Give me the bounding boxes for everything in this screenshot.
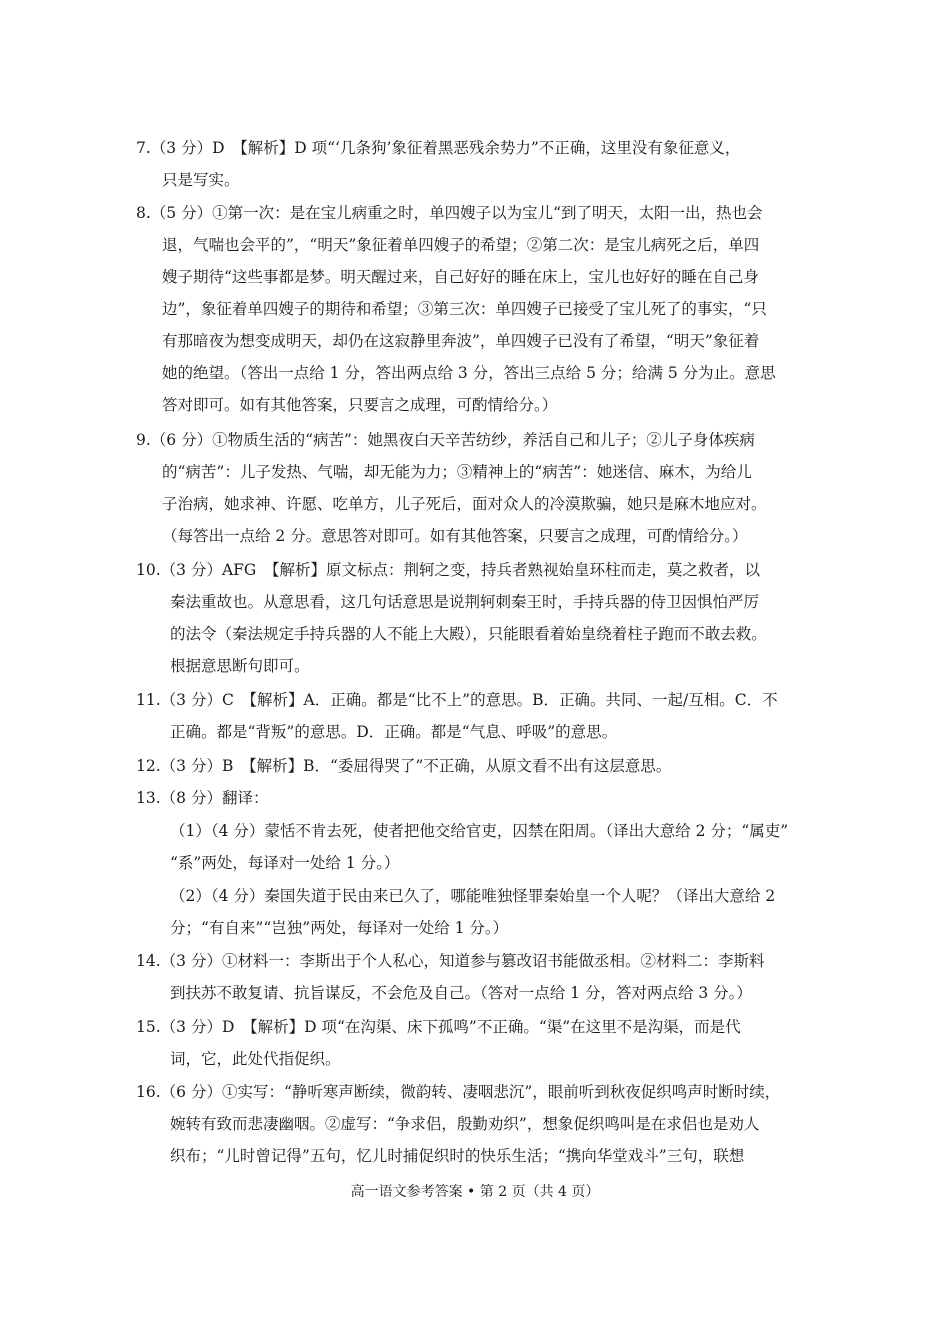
answer-item-10	[136, 554, 816, 682]
answer-line: 秦法重故也。从意思看，这几句话意思是说荆轲刺秦王时，手持兵器的侍卫因惧怕严厉	[170, 593, 760, 611]
answer-line: 11.（3 分）C 【解析】A．正确。都是“比不上”的意思。B．正确。共同、一起/互相。C．不	[136, 691, 778, 709]
answer-line: 婉转有致而悲凄幽咽。②虚写：“争求侣，殷勤劝织”，想象促织鸣叫是在求侣也是劝人	[170, 1115, 760, 1133]
answer-item-12	[136, 750, 816, 782]
answer-line: “系”两处，每译对一处给 1 分。）	[170, 854, 400, 872]
answer-line: 8.（5 分）①第一次：是在宝儿病重之时，单四嫂子以为宝儿“到了明天，太阳一出，热也会	[136, 204, 763, 222]
answer-line: 15.（3 分）D 【解析】D 项“在沟渠、床下孤鸣”不正确。“渠”在这里不是沟渠，而是代	[136, 1018, 741, 1036]
answer-line: 10.（3 分）AFG 【解析】原文标点：荆轲之变，持兵者熟视始皇环柱而走，莫之救者，以	[136, 561, 761, 579]
answer-item-8	[136, 197, 816, 421]
answer-line: 分；“有自来”“岂独”两处，每译对一处给 1 分。）	[170, 919, 509, 937]
answer-item-13	[136, 782, 816, 814]
answer-subitem-13-2	[170, 880, 816, 944]
answer-line: 13.（8 分）翻译：	[136, 789, 269, 807]
answer-item-7	[136, 132, 816, 196]
answer-line: 有那暗夜为想变成明天，却仍在这寂静里奔波”，单四嫂子已没有了希望，“明天”象征着	[162, 332, 760, 350]
answer-item-9	[136, 424, 816, 552]
answer-line: 根据意思断句即可。	[170, 657, 310, 675]
answer-item-14	[136, 945, 816, 1009]
answer-line: 退，气喘也会平的”，“明天”象征着单四嫂子的希望；②第二次：是宝儿病死之后，单四	[162, 236, 760, 254]
page-footer: 高一语文参考答案 • 第 2 页（共 4 页）	[350, 1184, 600, 1200]
answer-line: 12.（3 分）B 【解析】B．“委屈得哭了”不正确，从原文看不出有这层意思。	[136, 757, 672, 775]
answer-line: 边”，象征着单四嫂子的期待和希望；③第三次：单四嫂子已接受了宝儿死了的事实，“只	[162, 300, 767, 318]
answer-item-11	[136, 684, 816, 748]
answer-line: 的“病苦”：儿子发热、气喘，却无能为力；③精神上的“病苦”：她迷信、麻木，为给儿	[162, 463, 752, 481]
answer-line: 16.（6 分）①实写：“静听寒声断续，微韵转、凄咽悲沉”，眼前听到秋夜促织鸣声时断时续，	[136, 1083, 781, 1101]
answer-line: 9.（6 分）①物质生活的“病苦”：她黑夜白天辛苦纺纱，养活自己和儿子；②儿子身体疾病	[136, 431, 755, 449]
answer-line: （1）（4 分）蒙恬不肯去死，使者把他交给官吏，囚禁在阳周。（译出大意给 2 分；“属吏”	[170, 822, 789, 840]
answer-item-15	[136, 1011, 816, 1075]
answer-line: 子治病，她求神、许愿、吃单方，儿子死后，面对众人的冷漠欺骗，她只是麻木地应对。	[162, 495, 767, 513]
answer-line: 答对即可。如有其他答案，只要言之成理，可酌情给分。）	[162, 396, 558, 414]
answer-line: （2）（4 分）秦国失道于民由来已久了，哪能唯独怪罪秦始皇一个人呢？（译出大意给 2	[170, 887, 776, 905]
answer-line: 到扶苏不敢复请、抗旨谋反，不会危及自己。（答对一点给 1 分，答对两点给 3 分。）	[170, 984, 752, 1002]
answer-line: 7.（3 分）D 【解析】D 项“‘几条狗’象征着黑恶残余势力”不正确，这里没有象征意义，	[136, 139, 741, 157]
answer-line: （每答出一点给 2 分。意思答对即可。如有其他答案，只要言之成理，可酌情给分。）	[162, 527, 748, 545]
answer-item-16	[136, 1076, 816, 1172]
answer-line: 的法令（秦法规定手持兵器的人不能上大殿），只能眼看着始皇绕着柱子跑而不敢去救。	[170, 625, 767, 643]
answer-subitem-13-1	[170, 815, 816, 879]
answer-line: 织布；“儿时曾记得”五句，忆儿时捕促织时的快乐生活；“携向华堂戏斗”三句，联想	[170, 1147, 745, 1165]
answer-line: 14.（3 分）①材料一：李斯出于个人私心，知道参与篡改诏书能做丞相。②材料二：李斯料	[136, 952, 765, 970]
answer-line: 正确。都是“背叛”的意思。D．正确。都是“气息、呼吸”的意思。	[170, 723, 618, 741]
answer-line: 只是写实。	[162, 171, 240, 189]
answer-line: 词，它，此处代指促织。	[170, 1050, 341, 1068]
answer-line: 嫂子期待“这些事都是梦。明天醒过来，自己好好的睡在床上，宝儿也好好的睡在自己身	[162, 268, 759, 286]
answer-line: 她的绝望。（答出一点给 1 分，答出两点给 3 分，答出三点给 5 分；给满 5 分为止。意思	[162, 364, 776, 382]
